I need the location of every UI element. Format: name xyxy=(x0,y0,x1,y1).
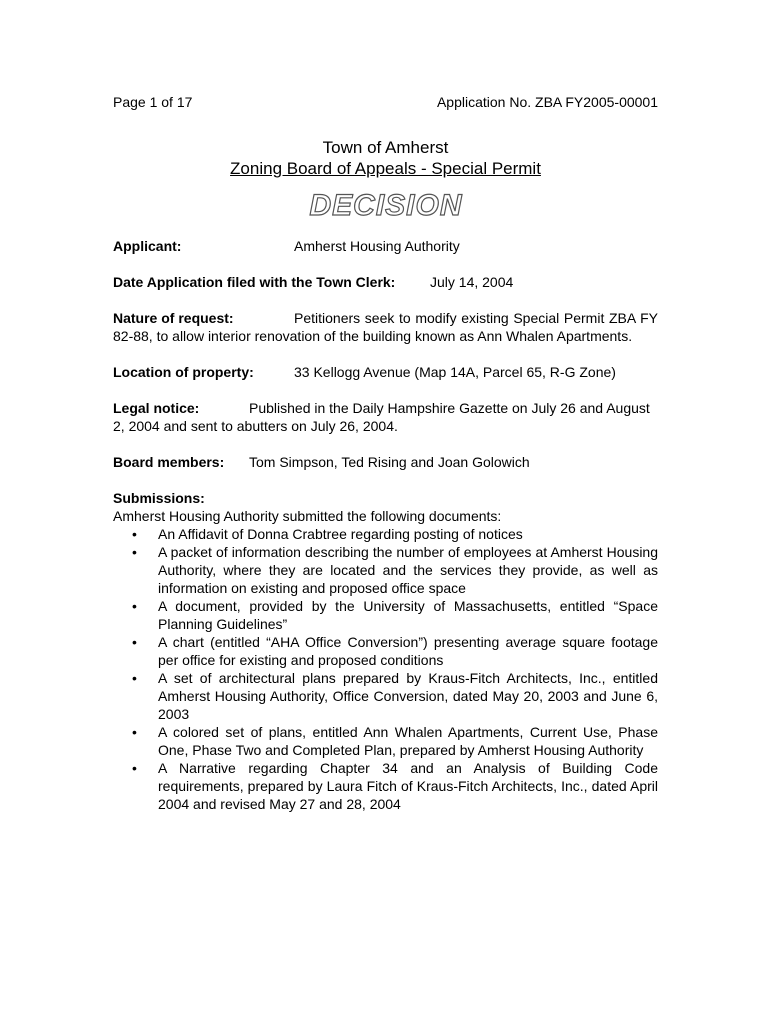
submissions-section xyxy=(113,489,658,813)
legal-notice xyxy=(113,399,658,435)
submissions-intro: Amherst Housing Authority submitted the following documents: xyxy=(113,508,502,524)
town-name: Town of Amherst xyxy=(322,138,449,157)
applicant-value: Amherst Housing Authority xyxy=(294,238,460,254)
bullet-icon: • xyxy=(132,724,137,740)
bullet-icon: • xyxy=(132,598,137,614)
location-field xyxy=(113,363,658,381)
bullet-icon: • xyxy=(132,526,137,542)
submissions-label: Submissions: xyxy=(113,490,205,506)
application-number: Application No. ZBA FY2005-00001 xyxy=(436,94,658,110)
applicant-field xyxy=(113,237,658,255)
board-members-label: Board members: xyxy=(113,454,225,470)
list-item: • A document, provided by the University of Massachusetts, entitled “Space Planning Guidelines” xyxy=(132,598,658,632)
date-filed-value: July 14, 2004 xyxy=(430,274,514,290)
board-members-value: Tom Simpson, Ted Rising and Joan Golowich xyxy=(249,454,530,470)
board-title: Zoning Board of Appeals - Special Permit xyxy=(230,159,541,178)
list-item: • A colored set of plans, entitled Ann Whalen Apartments, Current Use, Phase One, Phase Two and Completed Plan, prepared by Amherst Housing Authority xyxy=(132,724,658,758)
bullet-icon: • xyxy=(132,670,137,686)
bullet-icon: • xyxy=(132,634,137,650)
nature-label: Nature of request: xyxy=(113,310,234,326)
list-item: • A chart (entitled “AHA Office Conversion”) presenting average square footage per office for existing and proposed conditions xyxy=(132,634,658,668)
list-item: • A Narrative regarding Chapter 34 and an Analysis of Building Code requirements, prepared by Laura Fitch of Kraus-Fitch Architects, Inc., dated April 2004 and revised May 27 and 28, 2004 xyxy=(132,760,658,812)
list-item: • An Affidavit of Donna Crabtree regarding posting of notices xyxy=(132,526,523,542)
nature-of-request xyxy=(113,309,658,345)
date-filed-label: Date Application filed with the Town Clerk: xyxy=(113,274,396,290)
decision-heading xyxy=(113,187,658,237)
page-number: Page 1 of 17 xyxy=(113,94,193,110)
board-members-field xyxy=(113,453,658,471)
bullet-icon: • xyxy=(132,544,137,560)
decision-wordart xyxy=(306,187,466,223)
page-header xyxy=(113,93,658,111)
document-page xyxy=(113,93,658,813)
legal-notice-label: Legal notice: xyxy=(113,400,200,416)
applicant-label: Applicant: xyxy=(113,238,182,254)
location-value: 33 Kellogg Avenue (Map 14A, Parcel 65, R-G Zone) xyxy=(294,364,616,380)
list-item: • A packet of information describing the number of employees at Amherst Housing Authority, where they are located and the services they provide, as well as information on existing and proposed office space xyxy=(132,544,658,596)
nature-value: Petitioners seek to modify existing Special Permit ZBA FY 82-88, to allow interior renovation of the building known as Ann Whalen Apartments. xyxy=(113,310,658,344)
legal-notice-value: Published in the Daily Hampshire Gazette on July 26 and August 2, 2004 and sent to abutters on July 26, 2004. xyxy=(113,400,650,434)
list-item: • A set of architectural plans prepared by Kraus-Fitch Architects, Inc., entitled Amherst Housing Authority, Office Conversion, dated May 20, 2003 and June 6, 2003 xyxy=(132,670,658,722)
bullet-icon: • xyxy=(132,760,137,776)
decision-text: DECISION xyxy=(308,189,463,222)
location-label: Location of property: xyxy=(113,364,254,380)
date-filed-field xyxy=(113,273,658,291)
submissions-list xyxy=(113,525,658,813)
